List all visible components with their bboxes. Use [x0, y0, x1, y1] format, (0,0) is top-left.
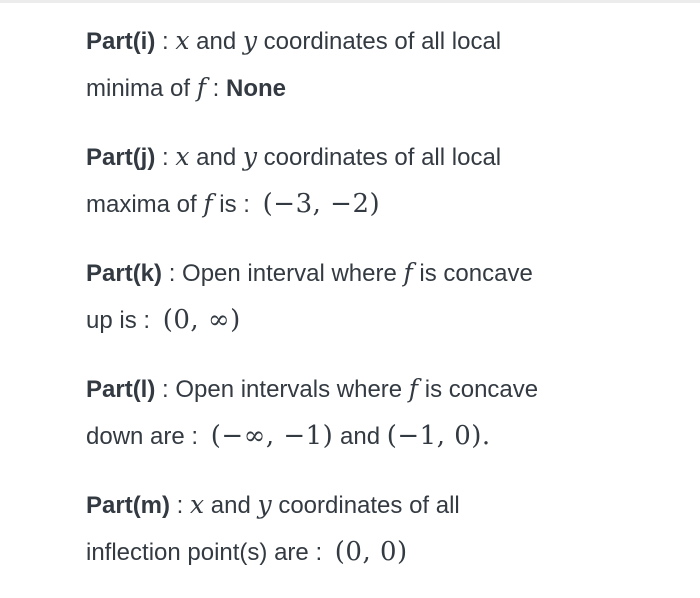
part-l: [86, 366, 666, 460]
part-i-text1: coordinates of all local: [256, 28, 502, 55]
part-j-and: and: [189, 144, 243, 171]
part-j-var-y: y: [242, 142, 257, 171]
part-j: [86, 134, 666, 228]
part-k-text3: up is :: [86, 307, 157, 334]
part-l-text3: down are :: [86, 423, 205, 450]
part-k: [86, 250, 666, 344]
part-m-sep: :: [170, 492, 191, 519]
part-m-answer: (0, 0): [334, 537, 408, 567]
part-l-and: and: [333, 423, 387, 450]
part-j-text2: maxima of: [86, 191, 204, 218]
part-i-text2: minima of: [86, 75, 197, 102]
part-m-and: and: [204, 492, 258, 519]
part-j-sep: :: [155, 144, 176, 171]
part-m: [86, 482, 666, 576]
part-j-text1: coordinates of all local: [256, 144, 502, 171]
top-divider: [0, 0, 700, 3]
part-i-var-x: x: [175, 26, 190, 55]
part-m-var-y: y: [257, 490, 272, 519]
part-i: [86, 18, 666, 112]
part-j-var-f: f: [203, 189, 213, 218]
part-j-text3: is :: [212, 191, 257, 218]
part-m-text2: inflection point(s) are :: [86, 539, 329, 566]
part-j-label: Part(j): [86, 144, 156, 171]
part-i-var-y: y: [242, 26, 257, 55]
part-i-label: Part(i): [86, 28, 156, 55]
part-j-answer: (−3, −2): [262, 189, 381, 219]
part-i-sep2: :: [205, 75, 226, 102]
answer-content: [86, 18, 666, 598]
part-i-var-f: f: [196, 73, 206, 102]
part-i-and: and: [189, 28, 243, 55]
part-k-answer: (0, ∞): [162, 305, 241, 335]
part-l-label: Part(l): [86, 376, 156, 403]
part-m-label: Part(m): [86, 492, 171, 519]
part-i-answer: None: [225, 75, 286, 102]
part-l-text1: : Open intervals where: [155, 376, 409, 403]
part-j-var-x: x: [175, 142, 190, 171]
part-l-answer2: (−1, 0): [386, 421, 482, 451]
part-l-answer1: (−∞, −1): [210, 421, 334, 451]
part-k-text1: : Open interval where: [162, 260, 404, 287]
part-m-text1: coordinates of all: [271, 492, 460, 519]
part-l-var-f: f: [408, 374, 419, 403]
part-k-label: Part(k): [86, 260, 163, 287]
part-l-end: .: [481, 421, 491, 451]
part-k-var-f: f: [403, 258, 413, 287]
part-l-text2: is concave: [418, 376, 539, 403]
part-i-sep: :: [155, 28, 176, 55]
part-k-text2: is concave: [412, 260, 533, 287]
part-m-var-x: x: [190, 490, 205, 519]
